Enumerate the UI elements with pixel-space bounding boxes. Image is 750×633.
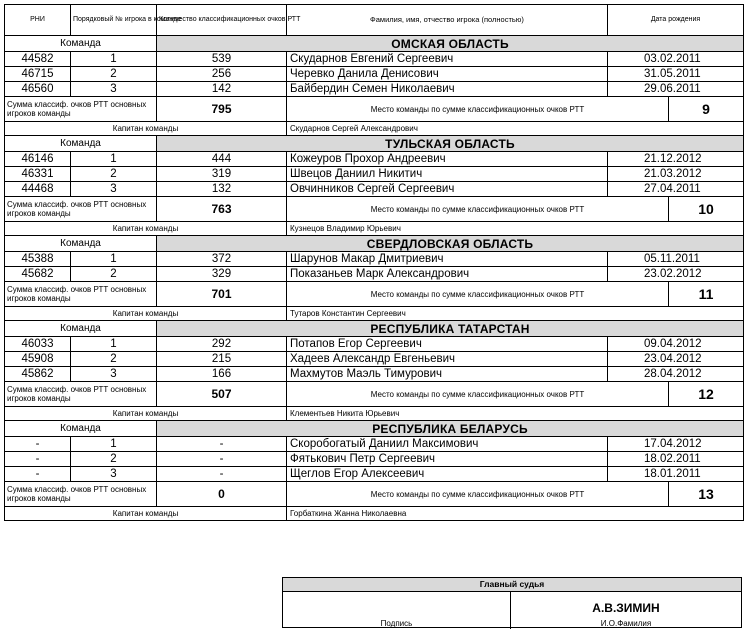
team-header-row xyxy=(5,36,744,52)
player-rni: 44468 xyxy=(5,182,71,197)
player-order: 1 xyxy=(71,437,157,452)
player-dob: 18.02.2011 xyxy=(608,452,744,467)
captain-name: Горбаткина Жанна Николаевна xyxy=(287,507,744,521)
team-sum-row xyxy=(5,97,744,122)
player-rni: 45908 xyxy=(5,352,71,367)
player-order: 2 xyxy=(71,267,157,282)
player-rni: 46331 xyxy=(5,167,71,182)
player-points: - xyxy=(157,437,287,452)
signature-label: Подпись xyxy=(380,619,413,628)
player-dob: 23.04.2012 xyxy=(608,352,744,367)
player-order: 2 xyxy=(71,167,157,182)
place-label: Место команды по сумме классификационных очков РТТ xyxy=(287,282,669,307)
player-points: 215 xyxy=(157,352,287,367)
table-body xyxy=(5,5,744,521)
player-row xyxy=(5,352,744,367)
captain-row xyxy=(5,407,744,421)
player-points: 166 xyxy=(157,367,287,382)
player-order: 1 xyxy=(71,152,157,167)
player-name: Фятькович Петр Сергеевич xyxy=(287,452,608,467)
player-order: 3 xyxy=(71,82,157,97)
player-name: Скударнов Евгений Сергеевич xyxy=(287,52,608,67)
captain-name: Клементьев Никита Юрьевич xyxy=(287,407,744,421)
player-points: 132 xyxy=(157,182,287,197)
sum-label: Сумма классиф. очков РТТ основных игроков команды xyxy=(5,282,157,307)
sum-value: 763 xyxy=(157,197,287,222)
player-rni: 45388 xyxy=(5,252,71,267)
captain-name: Кузнецов Владимир Юрьевич xyxy=(287,222,744,236)
sum-label: Сумма классиф. очков РТТ основных игроков команды xyxy=(5,482,157,507)
player-row xyxy=(5,452,744,467)
team-sum-row xyxy=(5,382,744,407)
player-name: Махмутов Маэль Тимурович xyxy=(287,367,608,382)
header-dob: Дата рождения xyxy=(608,5,744,36)
player-rni: 46560 xyxy=(5,82,71,97)
player-order: 1 xyxy=(71,52,157,67)
player-order: 2 xyxy=(71,452,157,467)
player-row xyxy=(5,337,744,352)
sum-label: Сумма классиф. очков РТТ основных игроков команды xyxy=(5,197,157,222)
player-dob: 03.02.2011 xyxy=(608,52,744,67)
team-name: СВЕРДЛОВСКАЯ ОБЛАСТЬ xyxy=(157,236,744,252)
player-dob: 29.06.2011 xyxy=(608,82,744,97)
chief-judge-title: Главный судья xyxy=(283,578,741,592)
team-sum-row xyxy=(5,282,744,307)
place-value: 13 xyxy=(669,482,744,507)
captain-label: Капитан команды xyxy=(5,222,287,236)
player-dob: 21.03.2012 xyxy=(608,167,744,182)
captain-row xyxy=(5,222,744,236)
header-fullname: Фамилия, имя, отчество игрока (полностью) xyxy=(287,5,608,36)
chief-judge-block xyxy=(282,577,742,628)
place-label: Место команды по сумме классификационных очков РТТ xyxy=(287,382,669,407)
captain-label: Капитан команды xyxy=(5,407,287,421)
player-row xyxy=(5,152,744,167)
team-sum-row xyxy=(5,197,744,222)
player-order: 2 xyxy=(71,67,157,82)
team-label: Команда xyxy=(5,421,157,437)
captain-name: Скударнов Сергей Александрович xyxy=(287,122,744,136)
place-value: 9 xyxy=(669,97,744,122)
sum-value: 0 xyxy=(157,482,287,507)
player-points: 329 xyxy=(157,267,287,282)
player-name: Швецов Даниил Никитич xyxy=(287,167,608,182)
sum-label: Сумма классиф. очков РТТ основных игроков команды xyxy=(5,97,157,122)
player-order: 3 xyxy=(71,467,157,482)
player-name: Щеглов Егор Алексеевич xyxy=(287,467,608,482)
sum-value: 701 xyxy=(157,282,287,307)
judge-name: А.В.ЗИМИН xyxy=(592,601,660,615)
team-roster-table xyxy=(4,4,744,521)
team-label: Команда xyxy=(5,236,157,252)
player-row xyxy=(5,67,744,82)
player-order: 2 xyxy=(71,352,157,367)
header-order: Порядковый № игрока в команде xyxy=(71,5,157,36)
player-row xyxy=(5,182,744,197)
player-dob: 21.12.2012 xyxy=(608,152,744,167)
player-row xyxy=(5,167,744,182)
team-label: Команда xyxy=(5,136,157,152)
team-name: ОМСКАЯ ОБЛАСТЬ xyxy=(157,36,744,52)
place-label: Место команды по сумме классификационных очков РТТ xyxy=(287,482,669,507)
captain-label: Капитан команды xyxy=(5,307,287,321)
player-name: Хадеев Александр Евгеньевич xyxy=(287,352,608,367)
place-label: Место команды по сумме классификационных очков РТТ xyxy=(287,97,669,122)
sum-value: 507 xyxy=(157,382,287,407)
place-value: 10 xyxy=(669,197,744,222)
team-header-row xyxy=(5,136,744,152)
player-points: 372 xyxy=(157,252,287,267)
sum-value: 795 xyxy=(157,97,287,122)
judge-name-cell xyxy=(511,592,741,629)
player-rni: 46146 xyxy=(5,152,71,167)
team-name: ТУЛЬСКАЯ ОБЛАСТЬ xyxy=(157,136,744,152)
player-rni: 45862 xyxy=(5,367,71,382)
place-value: 12 xyxy=(669,382,744,407)
team-label: Команда xyxy=(5,321,157,337)
player-name: Байбердин Семен Николаевич xyxy=(287,82,608,97)
captain-row xyxy=(5,507,744,521)
player-rni: 45682 xyxy=(5,267,71,282)
player-rni: - xyxy=(5,452,71,467)
captain-row xyxy=(5,122,744,136)
player-points: 292 xyxy=(157,337,287,352)
player-rni: 46033 xyxy=(5,337,71,352)
player-row xyxy=(5,82,744,97)
team-label: Команда xyxy=(5,36,157,52)
player-points: 319 xyxy=(157,167,287,182)
player-name: Показаньев Марк Александрович xyxy=(287,267,608,282)
header-rni: РНИ xyxy=(5,5,71,36)
signature-cell xyxy=(283,592,511,629)
header-points: Количество классификационных очков РТТ xyxy=(157,5,287,36)
player-points: 256 xyxy=(157,67,287,82)
player-name: Потапов Егор Сергеевич xyxy=(287,337,608,352)
player-dob: 05.11.2011 xyxy=(608,252,744,267)
player-row xyxy=(5,52,744,67)
player-dob: 27.04.2011 xyxy=(608,182,744,197)
table-header-row xyxy=(5,5,744,36)
player-row xyxy=(5,467,744,482)
player-row xyxy=(5,437,744,452)
player-name: Скоробогатый Даниил Максимович xyxy=(287,437,608,452)
captain-name: Тутаров Константин Сергеевич xyxy=(287,307,744,321)
player-dob: 28.04.2012 xyxy=(608,367,744,382)
player-points: - xyxy=(157,452,287,467)
player-dob: 31.05.2011 xyxy=(608,67,744,82)
team-header-row xyxy=(5,236,744,252)
team-name: РЕСПУБЛИКА БЕЛАРУСЬ xyxy=(157,421,744,437)
player-points: 142 xyxy=(157,82,287,97)
player-order: 1 xyxy=(71,337,157,352)
player-points: - xyxy=(157,467,287,482)
chief-judge-body xyxy=(283,592,741,629)
player-row xyxy=(5,267,744,282)
player-dob: 18.01.2011 xyxy=(608,467,744,482)
place-label: Место команды по сумме классификационных очков РТТ xyxy=(287,197,669,222)
judge-fio-label: И.О.Фамилия xyxy=(600,619,652,628)
captain-label: Капитан команды xyxy=(5,122,287,136)
team-header-row xyxy=(5,321,744,337)
player-row xyxy=(5,367,744,382)
player-dob: 09.04.2012 xyxy=(608,337,744,352)
captain-label: Капитан команды xyxy=(5,507,287,521)
player-rni: - xyxy=(5,437,71,452)
team-header-row xyxy=(5,421,744,437)
team-sum-row xyxy=(5,482,744,507)
player-name: Шарунов Макар Дмитриевич xyxy=(287,252,608,267)
player-points: 539 xyxy=(157,52,287,67)
player-rni: - xyxy=(5,467,71,482)
player-row xyxy=(5,252,744,267)
player-dob: 23.02.2012 xyxy=(608,267,744,282)
player-rni: 46715 xyxy=(5,67,71,82)
player-dob: 17.04.2012 xyxy=(608,437,744,452)
place-value: 11 xyxy=(669,282,744,307)
player-order: 3 xyxy=(71,182,157,197)
team-name: РЕСПУБЛИКА ТАТАРСТАН xyxy=(157,321,744,337)
sum-label: Сумма классиф. очков РТТ основных игроков команды xyxy=(5,382,157,407)
player-points: 444 xyxy=(157,152,287,167)
player-order: 1 xyxy=(71,252,157,267)
player-name: Овчинников Сергей Сергеевич xyxy=(287,182,608,197)
captain-row xyxy=(5,307,744,321)
player-name: Черевко Данила Денисович xyxy=(287,67,608,82)
player-rni: 44582 xyxy=(5,52,71,67)
player-order: 3 xyxy=(71,367,157,382)
player-name: Кожеуров Прохор Андреевич xyxy=(287,152,608,167)
